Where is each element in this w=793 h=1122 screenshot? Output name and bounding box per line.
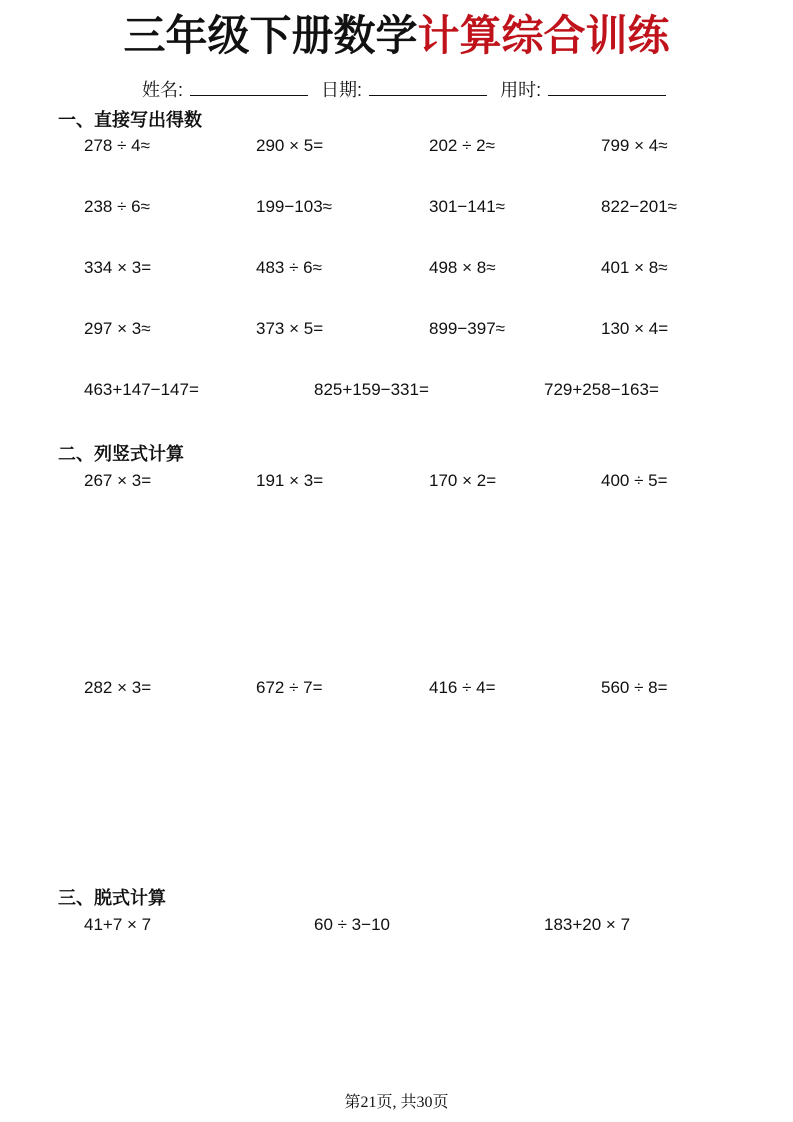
problem-1-7: 301−141≈ — [429, 197, 505, 216]
problem-1-13: 297 × 3≈ — [84, 319, 151, 338]
stepwise-problem-2: 60 ÷ 3−10 — [314, 915, 390, 934]
name-blank[interactable] — [190, 78, 308, 96]
name-label: 姓名: — [142, 80, 184, 100]
vertical-problem-4: 400 ÷ 5= — [601, 471, 668, 490]
problem-1-6: 199−103≈ — [256, 197, 332, 216]
vertical-problem-7: 416 ÷ 4= — [429, 678, 496, 697]
problem-1-17: 463+147−147= — [84, 380, 199, 399]
time-blank[interactable] — [548, 78, 666, 96]
problem-1-19: 729+258−163= — [544, 380, 659, 399]
problem-1-4: 799 × 4≈ — [601, 136, 668, 155]
section2-heading: 二、列竖式计算 — [58, 444, 184, 464]
title-black-part: 三年级下册数学 — [123, 11, 418, 60]
problem-1-14: 373 × 5= — [256, 319, 324, 338]
problem-1-3: 202 ÷ 2≈ — [429, 136, 495, 155]
problem-1-18: 825+159−331= — [314, 380, 429, 399]
vertical-problem-8: 560 ÷ 8= — [601, 678, 668, 697]
vertical-problem-3: 170 × 2= — [429, 471, 497, 490]
problem-1-12: 401 × 8≈ — [601, 258, 668, 277]
problem-1-16: 130 × 4= — [601, 319, 669, 338]
time-label: 用时: — [500, 80, 542, 100]
problem-1-2: 290 × 5= — [256, 136, 324, 155]
vertical-problem-5: 282 × 3= — [84, 678, 152, 697]
problem-1-15: 899−397≈ — [429, 319, 505, 338]
section3-heading: 三、脱式计算 — [58, 888, 166, 908]
date-blank[interactable] — [369, 78, 487, 96]
vertical-problem-6: 672 ÷ 7= — [256, 678, 323, 697]
student-info-line — [142, 78, 674, 102]
section1-heading: 一、直接写出得数 — [58, 110, 202, 130]
problem-1-8: 822−201≈ — [601, 197, 677, 216]
title-red-part: 计算综合训练 — [417, 11, 670, 60]
problem-1-5: 238 ÷ 6≈ — [84, 197, 150, 216]
vertical-problem-2: 191 × 3= — [256, 471, 324, 490]
page-number: 第21页, 共30页 — [344, 1094, 449, 1111]
date-label: 日期: — [321, 80, 363, 100]
page-title — [0, 8, 793, 64]
vertical-problem-1: 267 × 3= — [84, 471, 152, 490]
problem-1-11: 498 × 8≈ — [429, 258, 496, 277]
stepwise-problem-3: 183+20 × 7 — [544, 915, 631, 934]
problem-1-10: 483 ÷ 6≈ — [256, 258, 322, 277]
problem-1-1: 278 ÷ 4≈ — [84, 136, 150, 155]
stepwise-problem-1: 41+7 × 7 — [84, 915, 152, 934]
problem-1-9: 334 × 3= — [84, 258, 152, 277]
